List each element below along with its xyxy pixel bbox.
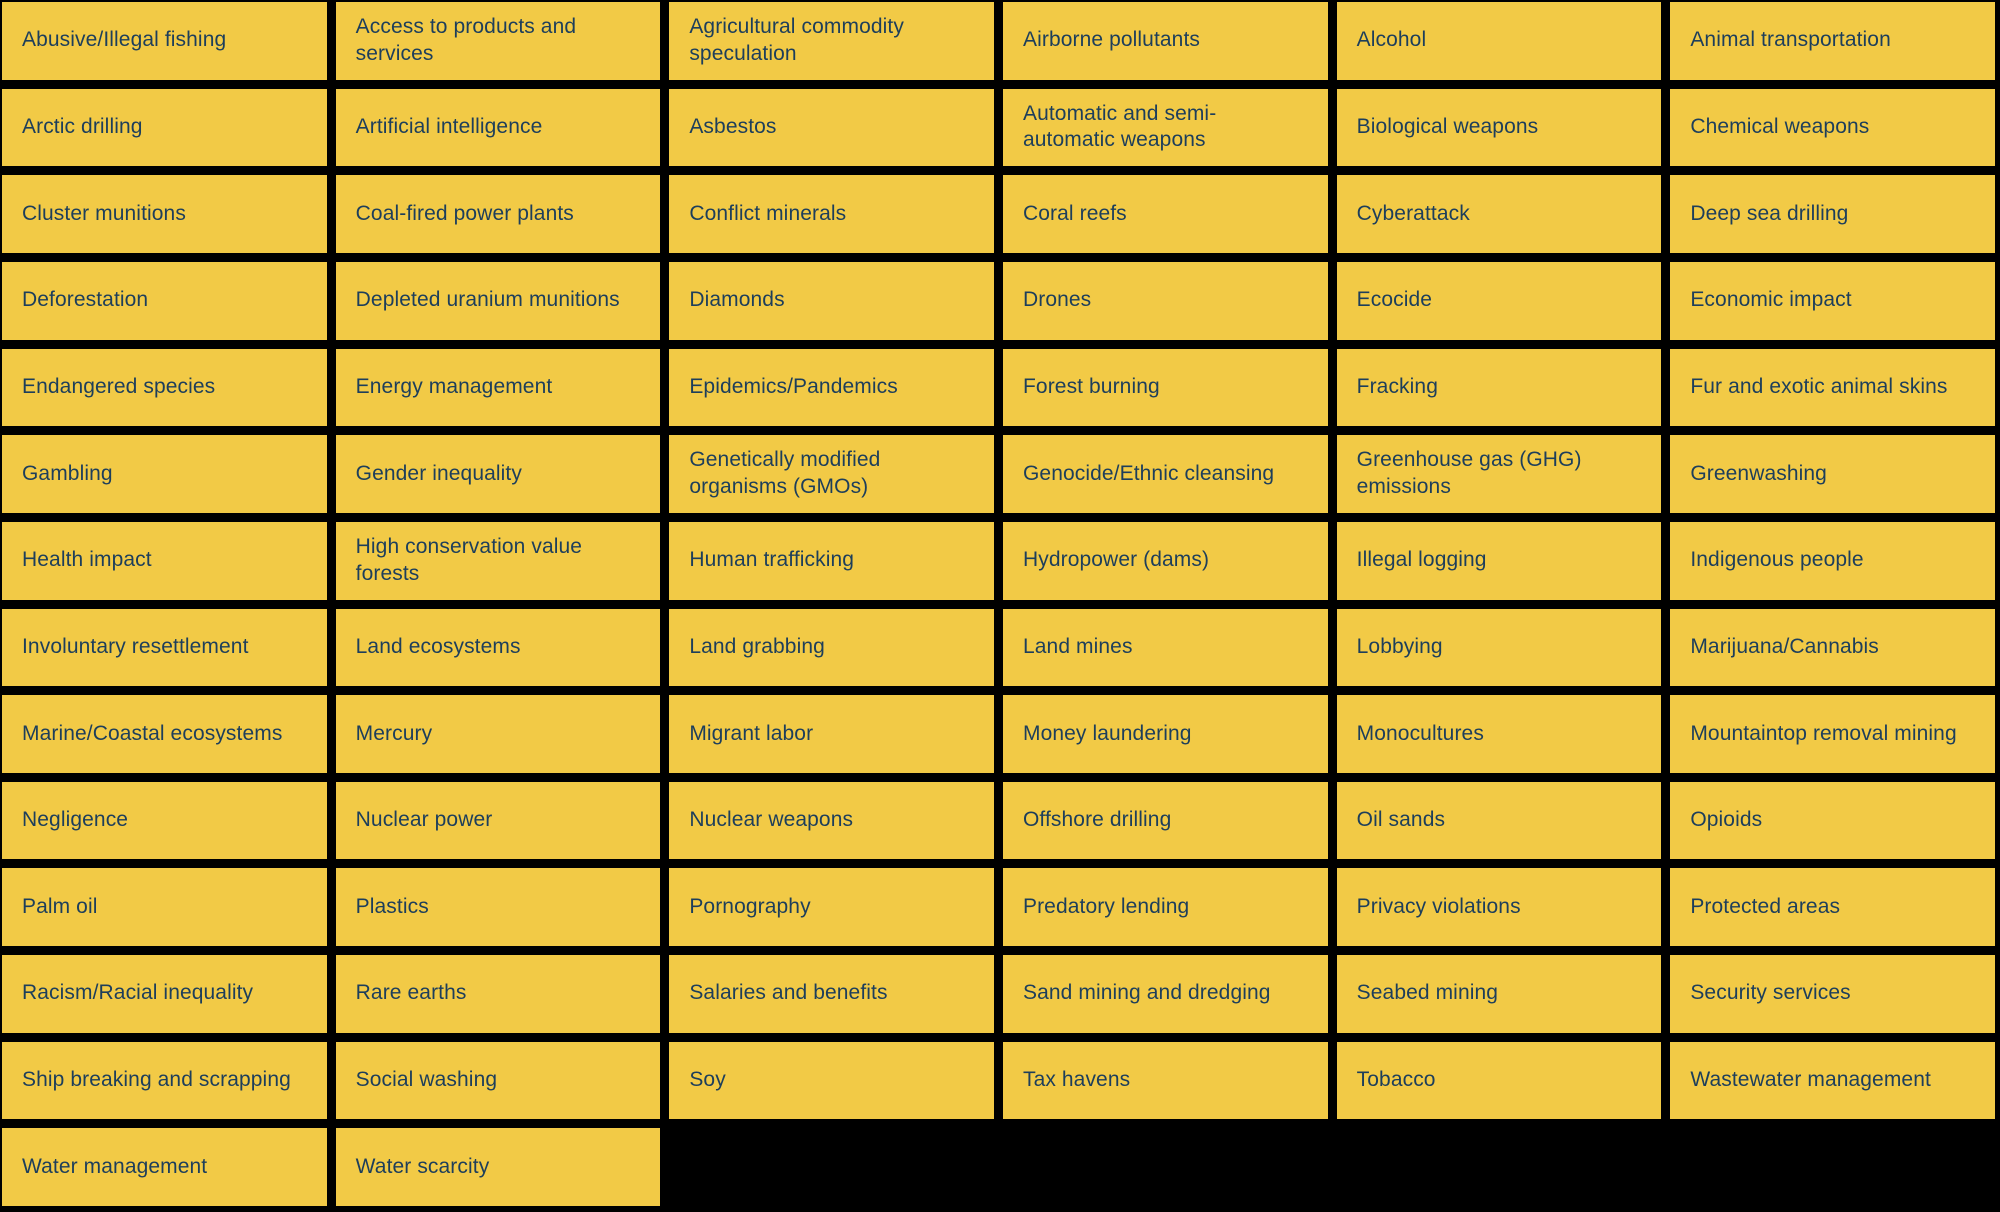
topic-label: Protected areas	[1690, 894, 1841, 918]
topic-label: Cluster munitions	[22, 201, 186, 225]
topic-tile[interactable]	[1337, 89, 1662, 167]
topic-label: Gender inequality	[355, 461, 522, 485]
topic-tile[interactable]	[336, 522, 661, 600]
topic-label: Money laundering	[1022, 721, 1192, 745]
topic-tile[interactable]	[669, 2, 994, 80]
topic-tile[interactable]	[1003, 175, 1328, 253]
topic-label: High conservation value forests	[355, 534, 583, 585]
topic-tile[interactable]	[669, 262, 994, 340]
topic-label: Mountaintop removal mining	[1690, 721, 1957, 745]
topic-tile[interactable]	[1337, 175, 1662, 253]
topic-label: Land grabbing	[689, 634, 825, 658]
topic-label: Land ecosystems	[355, 634, 521, 658]
topic-tile[interactable]	[1337, 955, 1662, 1033]
topic-label: Endangered species	[22, 374, 216, 398]
topic-label: Marijuana/Cannabis	[1690, 634, 1879, 658]
topic-tile[interactable]	[669, 695, 994, 773]
topic-label: Pornography	[689, 894, 811, 918]
topic-label: Privacy violations	[1356, 894, 1521, 918]
topic-tile[interactable]	[1003, 349, 1328, 427]
topic-label: Airborne pollutants	[1022, 28, 1200, 52]
topic-label: Sand mining and dredging	[1022, 981, 1271, 1005]
topic-tile[interactable]	[336, 1042, 661, 1120]
topic-tile[interactable]	[1670, 522, 1995, 600]
topic-tile[interactable]	[2, 522, 327, 600]
topic-tile[interactable]	[669, 955, 994, 1033]
topic-label: Rare earths	[355, 981, 467, 1005]
topic-tile[interactable]	[669, 522, 994, 600]
topic-tile[interactable]	[669, 609, 994, 687]
topic-label: Diamonds	[689, 288, 785, 312]
topic-label: Land mines	[1022, 634, 1133, 658]
topic-tile[interactable]	[336, 782, 661, 860]
topic-tile[interactable]	[1670, 262, 1995, 340]
topic-label: Opioids	[1690, 808, 1763, 832]
topic-label: Automatic and semi-automatic weapons	[1022, 101, 1217, 152]
topic-tile[interactable]	[669, 1042, 994, 1120]
topic-label: Offshore drilling	[1022, 808, 1172, 832]
topic-tile[interactable]	[1003, 955, 1328, 1033]
topic-tile[interactable]	[1670, 955, 1995, 1033]
topic-label: Mercury	[355, 721, 433, 745]
topic-tile[interactable]	[1670, 782, 1995, 860]
topic-tile[interactable]	[1003, 89, 1328, 167]
topic-label: Coal-fired power plants	[355, 201, 574, 225]
topic-label: Predatory lending	[1022, 894, 1190, 918]
topic-label: Involuntary resettlement	[22, 634, 249, 658]
topic-label: Water management	[22, 1154, 208, 1178]
topic-label: Oil sands	[1356, 808, 1446, 832]
topic-label: Racism/Racial inequality	[22, 981, 254, 1005]
topic-tile[interactable]	[669, 175, 994, 253]
topic-label: Tax havens	[1022, 1068, 1131, 1092]
topic-tile[interactable]	[1003, 435, 1328, 513]
topic-tile[interactable]	[336, 435, 661, 513]
topic-label: Coral reefs	[1022, 201, 1127, 225]
topic-tile[interactable]	[1337, 782, 1662, 860]
topic-tile[interactable]	[336, 349, 661, 427]
topic-tile[interactable]	[669, 435, 994, 513]
topic-tile[interactable]	[336, 609, 661, 687]
topic-label: Economic impact	[1690, 288, 1852, 312]
topic-tile[interactable]	[1337, 1042, 1662, 1120]
topic-tile[interactable]	[336, 175, 661, 253]
topic-tile[interactable]	[669, 89, 994, 167]
topic-label: Artificial intelligence	[355, 115, 543, 139]
topic-tile[interactable]	[336, 1128, 661, 1206]
topic-label: Lobbying	[1356, 634, 1443, 658]
topic-tile[interactable]	[1003, 522, 1328, 600]
topic-tile[interactable]	[1670, 435, 1995, 513]
topic-label: Indigenous people	[1690, 548, 1864, 572]
topic-tile[interactable]	[2, 1128, 327, 1206]
topic-tile[interactable]	[2, 89, 327, 167]
topic-tile[interactable]	[1003, 262, 1328, 340]
topic-tile[interactable]	[1670, 89, 1995, 167]
topic-label: Ecocide	[1356, 288, 1433, 312]
topic-label: Security services	[1690, 981, 1851, 1005]
topic-label: Epidemics/Pandemics	[689, 374, 898, 398]
topic-tile[interactable]	[1337, 435, 1662, 513]
topic-tile[interactable]	[669, 782, 994, 860]
topic-tile[interactable]	[2, 435, 327, 513]
topic-label: Plastics	[355, 894, 429, 918]
topic-label: Gambling	[22, 461, 113, 485]
topic-tile[interactable]	[336, 868, 661, 946]
topic-label: Migrant labor	[689, 721, 814, 745]
topic-label: Nuclear power	[355, 808, 493, 832]
topic-tile[interactable]	[1337, 2, 1662, 80]
topic-label: Chemical weapons	[1690, 115, 1870, 139]
topic-tile[interactable]	[1337, 695, 1662, 773]
topic-tile[interactable]	[1670, 695, 1995, 773]
topic-tile[interactable]	[1003, 609, 1328, 687]
topic-tile[interactable]	[2, 175, 327, 253]
topic-tile[interactable]	[336, 2, 661, 80]
topic-tile[interactable]	[1003, 1042, 1328, 1120]
topic-label: Access to products and services	[355, 14, 577, 65]
topic-tile[interactable]	[1337, 262, 1662, 340]
topic-tile[interactable]	[336, 695, 661, 773]
topic-tile[interactable]	[1337, 609, 1662, 687]
topic-tile[interactable]	[1670, 349, 1995, 427]
topic-label: Tobacco	[1356, 1068, 1436, 1092]
topic-tile[interactable]	[1670, 2, 1995, 80]
topic-label: Negligence	[22, 808, 129, 832]
topic-tile[interactable]	[336, 262, 661, 340]
topic-tile[interactable]	[669, 868, 994, 946]
topic-tile[interactable]	[2, 609, 327, 687]
topic-label: Nuclear weapons	[689, 808, 854, 832]
topic-label: Greenhouse gas (GHG) emissions	[1356, 448, 1582, 499]
topic-label: Marine/Coastal ecosystems	[22, 721, 283, 745]
topic-tile[interactable]	[1003, 695, 1328, 773]
topic-label: Alcohol	[1356, 28, 1427, 52]
topic-label: Depleted uranium munitions	[355, 288, 620, 312]
topic-label: Forest burning	[1022, 374, 1160, 398]
topic-label: Deep sea drilling	[1690, 201, 1849, 225]
topic-label: Social washing	[355, 1068, 498, 1092]
topic-tile[interactable]	[1670, 868, 1995, 946]
topic-tile[interactable]	[2, 1042, 327, 1120]
topic-label: Arctic drilling	[22, 115, 143, 139]
topic-tile[interactable]	[1337, 522, 1662, 600]
topic-tile[interactable]	[1670, 609, 1995, 687]
topic-label: Ship breaking and scrapping	[22, 1068, 291, 1092]
topic-tile[interactable]	[336, 89, 661, 167]
topic-label: Fracking	[1356, 374, 1438, 398]
topic-label: Water scarcity	[355, 1154, 490, 1178]
topic-tile[interactable]	[2, 2, 327, 80]
topic-tile[interactable]	[1670, 175, 1995, 253]
topic-label: Drones	[1022, 288, 1092, 312]
topic-label: Palm oil	[22, 894, 98, 918]
topic-tile[interactable]	[669, 349, 994, 427]
topic-tile[interactable]	[1337, 349, 1662, 427]
topic-label: Human trafficking	[689, 548, 855, 572]
topic-label: Wastewater management	[1690, 1068, 1931, 1092]
topic-label: Agricultural commodity speculation	[689, 14, 904, 65]
topic-tile[interactable]	[1670, 1042, 1995, 1120]
topic-label: Biological weapons	[1356, 115, 1539, 139]
topic-tile[interactable]	[2, 349, 327, 427]
topic-label: Asbestos	[689, 115, 777, 139]
topic-label: Deforestation	[22, 288, 149, 312]
topic-tile[interactable]	[1003, 2, 1328, 80]
topic-label: Seabed mining	[1356, 981, 1499, 1005]
topic-tile[interactable]	[2, 695, 327, 773]
topic-label: Soy	[689, 1068, 726, 1092]
topic-label: Health impact	[22, 548, 152, 572]
topic-label: Animal transportation	[1690, 28, 1891, 52]
topic-label: Illegal logging	[1356, 548, 1487, 572]
topic-tile[interactable]	[336, 955, 661, 1033]
topic-tile[interactable]	[2, 782, 327, 860]
topic-tile[interactable]	[1003, 782, 1328, 860]
topic-label: Cyberattack	[1356, 201, 1470, 225]
topic-label: Conflict minerals	[689, 201, 847, 225]
topic-label: Abusive/Illegal fishing	[22, 28, 227, 52]
topic-label: Fur and exotic animal skins	[1690, 374, 1948, 398]
topic-label: Monocultures	[1356, 721, 1484, 745]
topic-label: Hydropower (dams)	[1022, 548, 1210, 572]
topic-tile[interactable]	[1003, 868, 1328, 946]
topic-tile[interactable]	[2, 262, 327, 340]
topic-label: Genetically modified organisms (GMOs)	[689, 448, 881, 499]
topic-tile[interactable]	[1337, 868, 1662, 946]
topic-label: Salaries and benefits	[689, 981, 888, 1005]
topic-label: Genocide/Ethnic cleansing	[1022, 461, 1275, 485]
topic-label: Greenwashing	[1690, 461, 1827, 485]
topic-tile[interactable]	[2, 868, 327, 946]
topic-tile[interactable]	[2, 955, 327, 1033]
topic-label: Energy management	[355, 374, 553, 398]
